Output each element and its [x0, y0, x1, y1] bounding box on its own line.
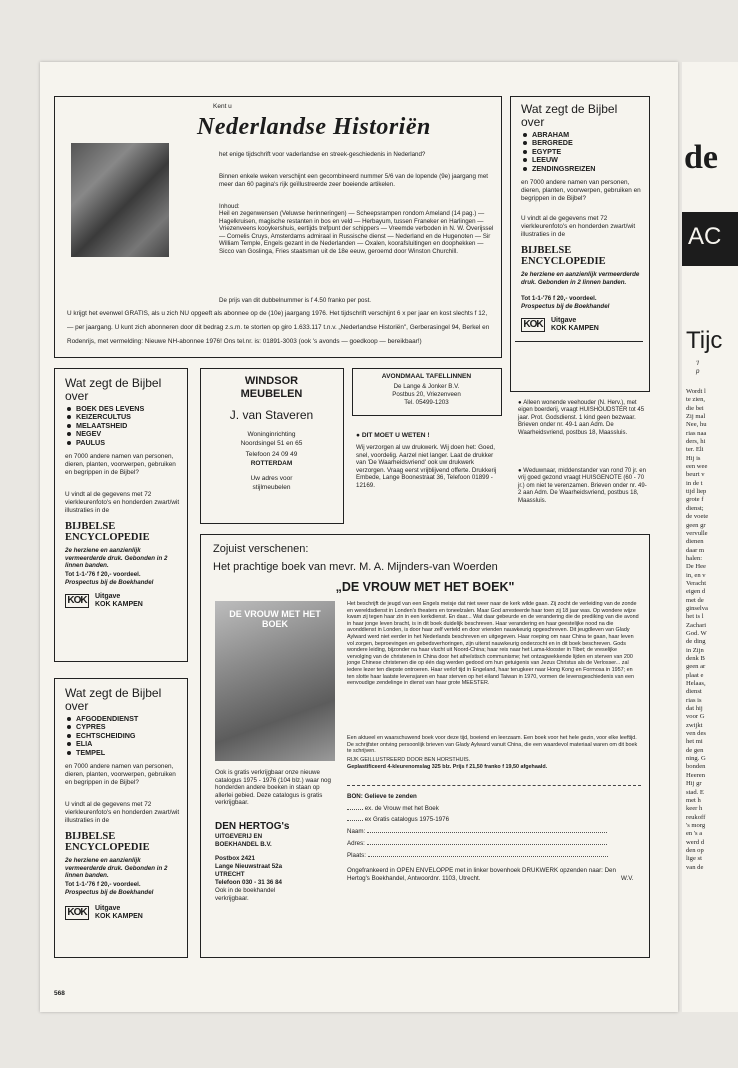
bijbel-ad-3-item: CYPRES [65, 723, 183, 731]
bijbel-ad-1-item: LEEUW [521, 156, 641, 164]
bijbel-ad-3-item: ECHTSCHEIDING [65, 732, 183, 740]
next-page-line: in de t [686, 479, 703, 487]
publisher-pb: Postbox 2421 [215, 855, 255, 862]
boek-description2: Een aktueel en waarschuwend boek voor deze tijd, boeiend en leerzaam. Een boek voor het hele gezin, voor elke leeftijd. De schrijfster ontving persoonlijk brieven van Glady Aylward vanuit China, die een waardevol materiaal waren om dit boek te schrijven. [347, 735, 638, 755]
boek-pre: Zojuist verschenen: [213, 543, 309, 555]
kok-logo-icon: KOK [521, 318, 545, 332]
avondmaal-line3: Tel. 05499-1203 [404, 399, 449, 406]
bijbel-ad-2-enc2: ENCYCLOPEDIE [65, 532, 150, 543]
next-page-line: beurt v [686, 471, 705, 479]
avondmaal-title: AVONDMAAL TAFELLINNEN [381, 373, 472, 380]
bon-naam-label: Naam: [347, 828, 366, 835]
boek-illustrations: RIJK GEILLUSTREERD DOOR BEN HORSTHUIS. [347, 757, 471, 763]
historien-inhoud-label: Inhoud: [219, 203, 240, 210]
windsor-title1: WINDSOR [244, 375, 299, 387]
next-page-line: Heeren [686, 771, 706, 779]
bijbel-ad-3-body: en 7000 andere namen van personen, dieren, planten, voorwerpen, gebruiken en begrippen in de Bijbel? [65, 763, 176, 786]
windsor-title2: MEUBELEN [240, 388, 303, 400]
bijbel-ad-1-item: BERGREDE [521, 139, 641, 147]
next-page-line: ginselva [686, 604, 708, 612]
bon-wv: W.V. [621, 875, 634, 882]
bijbel-ad-2-note: 2e herziene en aanzienlijk vermeerderde druk. Gebonden in 2 linnen banden. [65, 547, 168, 570]
bijbel-ad-2-item: BOEK DES LEVENS [65, 405, 183, 413]
kok-logo-icon: KOK [65, 906, 89, 920]
bijbel-ad-1-body2: U vindt al de gegevens met 72 vierkleurenfoto's en honderden zwart/wit illustraties in de [521, 215, 636, 238]
next-page-line: de ding [686, 638, 706, 646]
historien-offer: U krijgt het evenwel GRATIS, als u zich NU opgeeft als abonnee op de (10e) jaargang 1976. Het tijdschrift verschijnt 6 x per jaar en kost slechts f 12,— per jaargang. U kunt zich abonneren door dit bedrag z.s.m. te storten op giro 1.633.117 t.n.v. „Nederlandse Historiën", Gerberasingel 94, Berkel en Rodenrijs, met vermelding: Nieuwe NH-abonnee 1976! Ons tel.nr. is: 01891-3003 (ook 's avonds — goedkoop — bereikbaar!) [67, 310, 490, 345]
drukwerk-heading-text: DIT MOET U WETEN ! [361, 432, 430, 439]
drukwerk-body: Wij verzorgen al uw drukwerk. Wij doen het: Goed, snel, voordelig. Aarzel niet langer. Laat de drukker van 'De Waarheidsvriend' ook uw drukwerk verzorgen. Vraag eerst vrijblijvend offerte. Drukkerij Embede, Lange Boonestraat 36, Telefoon 01899 - 12169. [356, 444, 497, 489]
bijbel-ad-3-price: Tot 1-1-'76 f 20,- voordeel. [65, 881, 141, 888]
bijbel-ad-2-body: en 7000 andere namen van personen, dieren, planten, voorwerpen, gebruiken en begrippen in de Bijbel? [65, 453, 176, 476]
next-page-line: vervulle [686, 529, 708, 537]
historien-kicker: Kent u [213, 103, 232, 110]
windsor-line2: Noordsingel 51 en 65 [240, 440, 303, 447]
bijbel-ad-2-body2: U vindt al de gegevens met 72 vierkleurenfoto's en honderden zwart/wit illustraties in de [65, 491, 180, 514]
windsor-line1: Woninginrichting [247, 431, 296, 438]
next-page-sub2: p [696, 368, 700, 375]
publisher-name: DEN HERTOG's [215, 821, 290, 832]
book-cover [215, 601, 335, 761]
next-page-line: in, en v [686, 571, 706, 579]
bijbel-ad-1-list [521, 131, 641, 173]
bijbel-ad-3-note: 2e herziene en aanzienlijk vermeerderde druk. Gebonden in 2 linnen banden. [65, 857, 168, 880]
publisher-line1: UITGEVERIJ EN [215, 833, 263, 840]
book-cover-title: DE VROUW MET HET BOEK [229, 609, 321, 629]
next-page-line: plaat e [686, 671, 704, 679]
historien-intro: het enige tijdschrift voor vaderlandse en streek-geschiedenis in Nederland? [219, 151, 426, 158]
next-page-line: daar m [686, 546, 705, 554]
page-number: 568 [54, 990, 65, 997]
next-page-line: Hij is [686, 454, 701, 462]
avondmaal-ad [352, 368, 502, 416]
bijbel-ad-2-item: MELAATSHEID [65, 422, 183, 430]
windsor-slogan2: stijlmeubelen [252, 484, 291, 491]
next-page-line: Zachari [686, 621, 707, 629]
publisher-name: KOK KAMPEN [95, 601, 143, 608]
bijbel-ad-2-prospectus: Prospectus bij de Boekhandel [65, 579, 154, 586]
bijbel-ad-1-item: ABRAHAM [521, 131, 641, 139]
windsor-name: J. van Staveren [229, 408, 314, 422]
next-page-line: lige st [686, 855, 702, 863]
bullet-icon: ● [518, 400, 524, 406]
historien-price: De prijs van dit dubbelnummer is f 4.50 franko per post. [219, 297, 372, 304]
next-page-line: eigen d [686, 588, 706, 596]
publisher-street: Lange Nieuwstraat 52a [215, 863, 283, 870]
next-page-head: Tijc [686, 327, 723, 354]
boek-binding: Geplastificeerd 4-kleurenomslag 325 blz. Prijs f 21,50 franko f 19,50 afgehaald. [347, 764, 548, 770]
next-page-line: rias naa [686, 429, 707, 437]
next-page-line: een wee [686, 463, 708, 471]
next-page-line: die bei [686, 404, 704, 412]
divider [515, 341, 643, 342]
windsor-ad [200, 368, 344, 524]
bijbel-ad-2 [54, 368, 188, 662]
next-page-line: ders, hi [686, 438, 706, 446]
next-page-line: Helaas, [686, 680, 706, 688]
classified-1 [518, 400, 650, 437]
historien-para: Binnen enkele weken verschijnt een gecombineerd nummer 5/6 van de lopende (9e) jaargang met meer dan 60 pagina's rijk geïllustreerde zeer boeiende artikelen. [219, 173, 488, 188]
bijbel-ad-1-price: Tot 1-1-'76 f 20,- voordeel. [521, 295, 597, 302]
next-page-line: en 's a [686, 830, 703, 838]
next-page-line: reukoff [686, 813, 706, 821]
next-page-line: dienen [686, 538, 704, 546]
next-page-line: dienst [686, 688, 702, 696]
bijbel-ad-2-enc1: BIJBELSE [65, 521, 116, 532]
publisher-label: Uitgave [95, 593, 121, 600]
bijbel-ad-1-body: en 7000 andere namen van personen, dieren, planten, voorwerpen, gebruiken en begrippen in de Bijbel? [521, 179, 641, 202]
bijbel-ad-1 [510, 96, 650, 392]
bijbel-ad-3-item: ELIA [65, 740, 183, 748]
next-page-line: met h [686, 796, 701, 804]
next-page-line: voor G [686, 713, 705, 721]
next-page-line: dienst; [686, 504, 704, 512]
next-page-line: ven des [686, 730, 706, 738]
next-page-big: de [684, 139, 718, 176]
next-page-line: rias is [686, 696, 702, 704]
bon-heading: BON: Gelieve te zenden [347, 793, 417, 800]
bon-adres-field [347, 840, 607, 848]
bijbel-ad-1-title: Wat zegt de Bijbel over [521, 102, 618, 129]
publisher-line2: BOEKHANDEL B.V. [215, 841, 272, 848]
bon-option-2-label: ex Gratis catalogus 1975-1976 [364, 816, 450, 823]
next-page-line: in Zijn [686, 646, 704, 654]
bijbel-ad-1-enc2: ENCYCLOPEDIE [521, 256, 606, 267]
next-page-line: De Hee [686, 563, 706, 571]
bijbel-ad-3-item: TEMPEL [65, 749, 183, 757]
publisher-name: KOK KAMPEN [551, 325, 599, 332]
bijbel-ad-2-list [65, 405, 183, 447]
bijbel-ad-2-price: Tot 1-1-'76 f 20,- voordeel. [65, 571, 141, 578]
next-page-line: Nee, hu [686, 421, 707, 429]
bijbel-ad-3-prospectus: Prospectus bij de Boekhandel [65, 889, 154, 896]
next-page-text [686, 388, 738, 872]
newspaper-page [40, 62, 678, 1012]
publisher-tel: Telefoon 030 - 31 36 84 [215, 879, 282, 886]
next-page-line: Zij mal [686, 413, 706, 421]
next-page-line: geen gr [686, 521, 706, 529]
bijbel-ad-2-item: PAULUS [65, 439, 183, 447]
bon-adres-label: Adres: [347, 840, 365, 847]
bijbel-ad-3-enc1: BIJBELSE [65, 831, 116, 842]
historien-ad [54, 96, 502, 358]
next-page-line: het is l [686, 613, 704, 621]
next-page-line: Wordt l [686, 388, 706, 395]
next-page-line: tijd liep [686, 488, 707, 496]
boek-ad [200, 534, 650, 958]
classified-2-text: Weduwnaar, middenstander van rond 70 jr. en vrij goed gezond vraagt HUISGENOTE (60 - 70 jr.) om niet te verenzamen. Brieven onder nr. 49-2 aan Adm. De Waarheidsvriend, postbus 18, Maassluis. [518, 468, 647, 504]
next-page-sub1: 'I [696, 360, 699, 367]
bijbel-ad-1-item: ZENDINGSREIZEN [521, 165, 641, 173]
next-page-line: zwijkt [686, 721, 703, 729]
bullet-icon: ● [356, 432, 362, 439]
next-page-line: 's morg [686, 821, 706, 829]
bijbel-ad-3-list [65, 715, 183, 757]
publisher-label: Uitgave [551, 317, 577, 324]
next-page-box-text: AC [688, 223, 722, 250]
boek-description: Het beschrijft de jeugd van een Engels meisje dat niet weer naar de kerk wilde gaan. Zij zocht de verleiding van de zonde en wereldsdienst in Londen's theaters en toneelzalen. Maar God arresteerde haar toen zij 18 jaar was. Op wondere wijze kwam zij tegen haar zin in een kerkdienst. En daar... Wat daar gebeurde en de verandering die de prediking van die avond in haar jonge leven bracht, is in dit boek duidelijk beschreven. Haar verandering en haar geestelijke nood na die avonddienst in Londen, is door haar zelf verteld en door vrienden nauwkeurig opgeschreven. Dit jeugdleven van Glady Aylward werd niet eerder in het Nederlands beschreven en uitgegeven. Haar roeping om naar China te gaan, haar leven vol zorgen, beproevingen en gebedsverhoringen, zijn uiterst nauwkeurig onderzocht en in dit boek beschreven. Gods wondere leiding, bijzonder na haar vlucht uit Noord-China; haar reis naar het Lama-klooster in Tibet; de vreselijke vervolging van de christenen in China door het atheïstisch communisme; het ontzagwekkende lijden en sterven van 200 jonge Chinese christenen die op één dag werden gedood om hun getuigenis van Jezus Christus als de Verlosser... zal iedere lezer ten diepste ontroeren. Haar verlof tijd in Engeland, haar terugkeer naar Hong Kong en Formosa in 1957; en ten slotte haar laatste levensjaren en haar sterven op het eiland Taiwan in 1970, vormen de levensgeschiedenis van een eenvoudige zendelinge in dienst van haar grote MEESTER. [347, 601, 639, 687]
next-page-line: ter. Eli [686, 446, 704, 454]
bon-naam-field [347, 828, 607, 836]
boek-subtitle: Het prachtige boek van mevr. M. A. Mijnders-van Woerden [213, 561, 498, 573]
next-page-line: stad. E [686, 788, 704, 796]
next-page-edge [682, 62, 738, 1012]
kok-logo-icon: KOK [65, 594, 89, 608]
next-page-line: grote f [686, 496, 704, 504]
next-page-line: de gen [686, 746, 704, 754]
publisher-label: Uitgave [95, 905, 121, 912]
next-page-line: Hij gr [686, 780, 702, 788]
avondmaal-line1: De Lange & Jonker B.V. [393, 383, 460, 390]
next-page-line: keer h [686, 805, 703, 813]
publisher-name: KOK KAMPEN [95, 913, 143, 920]
next-page-line: het mi [686, 738, 703, 746]
bijbel-ad-1-note: 2e herziene en aanzienlijk vermeerderde druk. Gebonden in 2 linnen banden. [521, 271, 640, 286]
classified-1-text: Alleen wonende veehouder (N. Herv.), met eigen boerderij, vraagt HUISHOUDSTER tot 45 jaar. Prot. Godsdienst. 1 kind geen bezwaar. Brieven onder nr. 49-1 aan Adm. De Waarheidsvriend, postbus 18, Maassluis. [518, 400, 645, 436]
next-page-line: werd d [686, 838, 705, 846]
bijbel-ad-1-publisher [521, 317, 599, 333]
bullet-icon: ● [518, 468, 524, 474]
bon-plaats-field [347, 852, 608, 860]
bijbel-ad-3-item: AFGODENDIENST [65, 715, 183, 723]
portrait-photo [71, 143, 169, 257]
next-page-line: halen: [686, 554, 703, 562]
bijbel-ad-3 [54, 678, 188, 958]
windsor-line3: Telefoon 24 09 49 [245, 451, 298, 458]
classified-2 [518, 468, 650, 505]
publisher-book1: Ook in de boekhandel [215, 887, 276, 894]
historien-inhoud: Heil en zegenwensen (Veluwse herinneringen) — Scheepsrampen rondom Ameland (14 pag.) — Hagelkruisen, magische restanten in bos en veld — Herbayum, tussen Franeker en Harlingen — Vriezenveens kooykershuis, eertijds trefpunt der schippers — Vreemde verboden in N. W. Overijssel — Cornelis Cruys, Amsterdams admiraal in Russische dienst — Nederland en de Hugenoten — Sir William Temple, Engels gezant in de Nederlanden — Oxalen, koorafsluitingen en doophekken — Sicco van Goslinga, Fries staatsman uit de 18e eeuw, geroemd door Winston Churchill. [219, 210, 494, 255]
bon-footer: Ongefrankeerd in OPEN ENVELOPPE met in linker bovenhoek DRUKWERK opzenden naar: Den Hertog's Boekhandel, Antwoordnr. 1103, Utrecht. [347, 867, 616, 882]
bon-option-2 [347, 816, 449, 824]
bijbel-ad-2-item: NEGEV [65, 430, 183, 438]
next-page-line: de voete [686, 513, 709, 521]
next-page-line: ning. G [686, 755, 706, 763]
windsor-city: ROTTERDAM [250, 460, 293, 467]
windsor-slogan1: Uw adres voor [250, 475, 293, 482]
bijbel-ad-3-publisher [65, 905, 143, 921]
next-page-line: met de [686, 596, 704, 604]
boek-title: „DE VROUW MET HET BOEK" [335, 580, 515, 594]
bijbel-ad-3-enc2: ENCYCLOPEDIE [65, 842, 150, 853]
bijbel-ad-2-title: Wat zegt de Bijbel over [65, 376, 162, 403]
bon-plaats-label: Plaats: [347, 852, 366, 859]
avondmaal-line2: Postbus 20, Vriezenveen [392, 391, 461, 398]
bon-option-1 [347, 805, 439, 813]
next-page-line: Veracht [686, 579, 707, 587]
drukwerk-heading [356, 432, 430, 440]
next-page-line: dat hij [686, 705, 703, 713]
next-page-line: God. W [686, 629, 707, 637]
next-page-line: bonden [686, 763, 706, 771]
bijbel-ad-2-publisher [65, 593, 143, 609]
bijbel-ad-1-prospectus: Prospectus bij de Boekhandel [521, 303, 610, 310]
publisher-city: UTRECHT [215, 871, 245, 878]
next-page-line: van de [686, 863, 704, 871]
bijbel-ad-3-title: Wat zegt de Bijbel over [65, 686, 162, 713]
cut-line [347, 785, 641, 786]
bijbel-ad-1-item: EGYPTE [521, 148, 641, 156]
bijbel-ad-2-item: KEIZERCULTUS [65, 413, 183, 421]
bijbel-ad-1-enc1: BIJBELSE [521, 245, 572, 256]
next-page-line: denk B [686, 655, 705, 662]
boek-catalogus: Ook is gratis verkrijgbaar onze nieuwe catalogus 1975 - 1976 (104 blz.) waar nog honderden andere boeken in staan op allerlei gebied. Deze catalogus is gratis verkrijgbaar. [215, 769, 331, 807]
next-page-line: geen ar [686, 663, 706, 671]
next-page-line: te zien, [686, 396, 706, 404]
next-page-line: den op [686, 846, 704, 854]
historien-title: Nederlandse Historiën [197, 114, 431, 140]
bon-option-1-label: ex. de Vrouw met het Boek [364, 805, 439, 812]
publisher-book2: verkrijgbaar. [215, 895, 249, 902]
bijbel-ad-3-body2: U vindt al de gegevens met 72 vierkleurenfoto's en honderden zwart/wit illustraties in de [65, 801, 180, 824]
